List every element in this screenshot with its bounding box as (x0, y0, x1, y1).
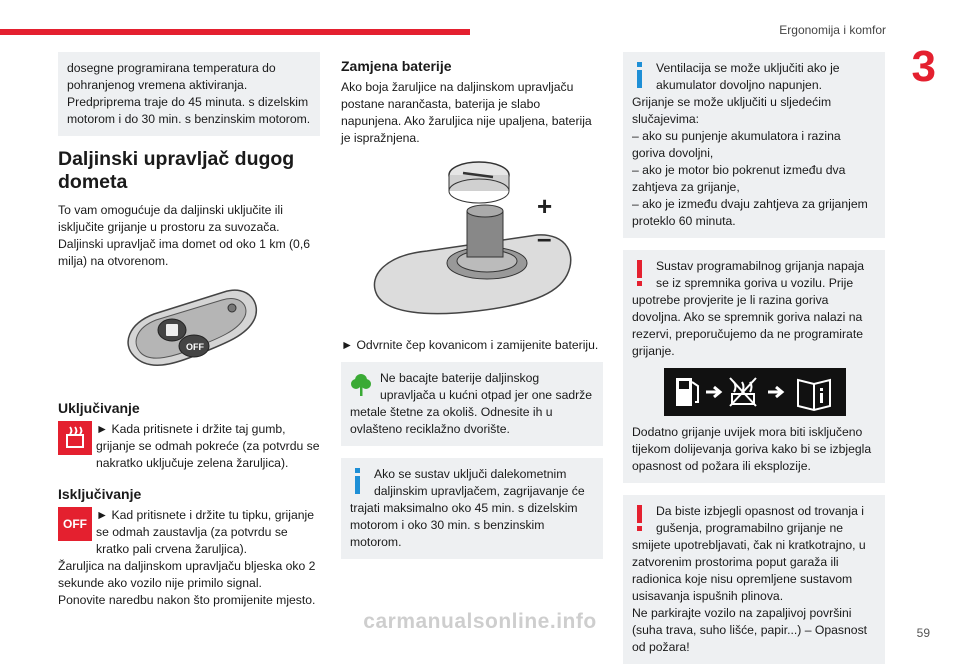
refuel-warning-text: Dodatno grijanje uvijek mora biti isključeno tijekom dolijevanja goriva kako bi se izbjegla opasnost od požara ili eksplozije. (632, 425, 872, 473)
condition-3: – ako je između dvaju zahtjeva za grijanjem proteklo 60 minuta. (632, 197, 868, 228)
battery-minus-label: – (537, 223, 552, 253)
section-title: Ergonomija i komfor (779, 23, 886, 37)
info-icon (632, 62, 648, 88)
warning-icon (632, 260, 648, 286)
warning-icon (632, 505, 648, 531)
remote-control-illustration (114, 284, 264, 384)
top-accent-bar (0, 29, 470, 35)
environment-tree-icon (350, 372, 372, 398)
watermark: carmanualsonline.info (363, 610, 597, 633)
remote-off-label: OFF (186, 342, 204, 352)
heading-battery-replacement: Zamjena baterije (341, 58, 452, 74)
chapter-number: 3 (911, 42, 936, 91)
page-number: 59 (916, 626, 930, 640)
note-box-environment (341, 362, 603, 446)
heading-remote-control: Daljinski upravljač dugog dometa (58, 148, 295, 193)
ventilation-text: Ventilacija se može uključiti ako je akumulator dovoljno napunjen. (656, 61, 840, 92)
off-button-icon: OFF (58, 507, 92, 541)
off-text: ► Kad pritisnete i držite tu tipku, grijanje se odmah zaustavlja (za potvrdu se kratko pali crvena žaruljica). (96, 508, 315, 556)
heater-on-icon (58, 421, 92, 455)
note-text: dosegne programirana temperatura do pohranjenog vremena aktiviranja. Predpriprema traje do 45 minuta. s dizelskim motorom i do 30 min. s benzinskim motorom. (67, 61, 311, 126)
column-2 (341, 52, 603, 559)
section-on (58, 400, 320, 472)
battery-cap-illustration (367, 155, 577, 325)
remote-intro-text: To vam omogućuje da daljinski uključite ili isključite grijanje u prostoru za suvozača. Daljinski upravljač ima domet od oko 1 km (0,6 milja) na otvorenom. (58, 203, 310, 268)
condition-2: – ako je motor bio pokrenut između dva zahtjeva za grijanje, (632, 163, 846, 194)
off-text-3: Ponovite naredbu nakon što promijenite mjesto. (58, 593, 316, 607)
on-text: ► Kada pritisnete i držite taj gumb, grijanje se odmah pokreće (za potvrdu se nakratko uključuje zelena žaruljica). (96, 422, 320, 470)
warning-box-poisoning (623, 495, 885, 664)
fuel-warning-text: Sustav programabilnog grijanja napaja se iz spremnika goriva u vozilu. Prije upotrebe provjerite je li razina goriva dovoljna. Ako se spremnik goriva nalazi na rezervi, preporučujemo da ne programirate grijanje. (632, 259, 864, 358)
heading-off: Isključivanje (58, 486, 142, 502)
info-icon (350, 468, 366, 494)
refuel-warning-pictogram (664, 368, 846, 416)
battery-step-text: ► Odvrnite čep kovanicom i zamijenite bateriju. (341, 338, 599, 352)
warning-box-fuel (623, 250, 885, 483)
note-box-preheat (58, 52, 320, 136)
condition-1: – ako su punjenje akumulatora i razina goriva dovoljni, (632, 129, 841, 160)
heating-conditions-text: Grijanje se može uključiti u sljedećim slučajevima: (632, 95, 832, 126)
section-off (58, 486, 320, 609)
fire-warning-text: Ne parkirajte vozilo na zapaljivoj površini (suha trava, suho lišće, papir...) – Opasnost od požara! (632, 606, 868, 654)
poisoning-warning-text: Da biste izbjegli opasnost od trovanja i gušenja, programabilno grijanje ne smijete upotrebljavati, čak ni kratkotrajno, u zatvorenim prostorima poput garaža ili radionica koje nisu opremljene sustavom usisavanja ispušnih plinova. (632, 504, 866, 603)
column-3 (623, 52, 885, 664)
note-box-ventilation (623, 52, 885, 238)
column-1 (58, 52, 320, 609)
battery-intro-text: Ako boja žaruljice na daljinskom upravljaču postane narančasta, baterija je slabo napunjena. Ako žaruljica nije upaljena, baterija je ispražnjena. (341, 80, 592, 145)
environment-note-text: Ne bacajte baterije daljinskog upravljača u kućni otpad jer one sadrže metale štetne za okoliš. Odnesite ih u ovlašteno reciklažno dvorište. (350, 371, 593, 436)
note-box-info-duration (341, 458, 603, 559)
info-duration-text: Ako se sustav uključi dalekometnim daljinskim upravljačem, zagrijavanje će trajati maksimalno oko 45 min. s dizelskim motorom i oko 30 min. s benzinskim motorom. (350, 467, 585, 549)
heading-on: Uključivanje (58, 400, 140, 416)
battery-plus-label: + (537, 191, 553, 221)
off-text-2: Žaruljica na daljinskom upravljaču bljeska oko 2 sekunde ako vozilo nije primilo signal. (58, 559, 316, 590)
